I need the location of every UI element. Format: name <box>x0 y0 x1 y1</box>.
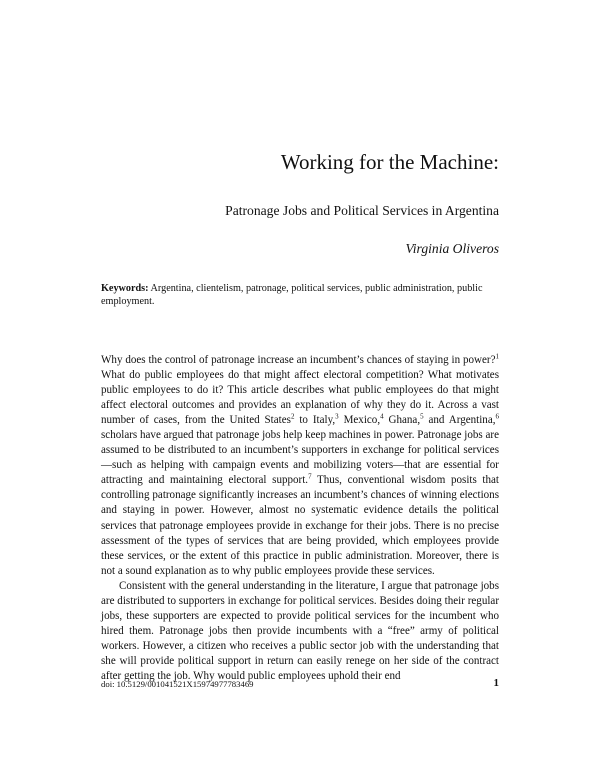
body-text-run: Thus, conventional wisdom posits that controlling patronage significantly increases an incumbent’s chances of winning elections and staying in power. However, almost no systematic evidence details the political services that patronage employees provide in exchange for their jobs. There is no precise assessment of the types of services that are being provided, which employees provide these services, or the extent of this practice in public administration. Moreover, there is not a sound explanation as to why public employees provide these services. <box>101 474 499 577</box>
keywords-label: Keywords: <box>101 283 149 294</box>
footnote-marker[interactable]: 6 <box>495 412 499 421</box>
footnote-marker[interactable]: 3 <box>335 412 339 421</box>
footnote-marker[interactable]: 1 <box>495 352 499 361</box>
article-body <box>101 353 499 684</box>
body-paragraph-1 <box>101 353 499 579</box>
article-subtitle: Patronage Jobs and Political Services in Argentina <box>225 203 499 218</box>
footnote-marker[interactable]: 4 <box>380 412 384 421</box>
keywords-text: Argentina, clientelism, patronage, political services, public administration, public employment. <box>101 283 483 308</box>
article-title: Working for the Machine: <box>280 150 499 174</box>
footnote-marker[interactable]: 2 <box>290 412 295 421</box>
author-name: Virginia Oliveros <box>405 241 499 256</box>
keywords-block <box>101 282 499 309</box>
body-text-run: Why does the control of patronage increase an incumbent’s chances of staying in power? <box>101 354 496 366</box>
body-text-run: to Italy, <box>294 414 336 427</box>
page-number: 1 <box>493 677 499 689</box>
body-text-run: Ghana, <box>383 414 421 427</box>
body-text-run: and Argentina, <box>423 414 496 427</box>
footnote-marker[interactable]: 7 <box>308 472 312 481</box>
body-text-run: Mexico, <box>338 414 381 427</box>
doi-footer: doi: 10.5129/001041521X15974977783469 <box>101 679 254 689</box>
body-text-run: What do public employees do that might affect electoral competition? What motivates public employees to do it? This article describes what public employees do that might affect electoral outcomes and provides an explanation of why they do it. Across a vast number of cases, from the United States <box>101 369 499 427</box>
footnote-marker[interactable]: 5 <box>420 412 424 421</box>
body-text-run: scholars have argued that patronage jobs help keep machines in power. Patronage jobs are assumed to be distributed to an incumbent’s supporters in exchange for political services—such as helping with campaign events and mobilizing voters—that are essential for attracting and maintaining electoral support. <box>101 429 499 487</box>
body-text-run: Consistent with the general understanding in the literature, I argue that patronage jobs are distributed to supporters in exchange for political services. Besides doing their regular jobs, these supporters are expected to provide political services for the incumbent who hired them. Patronage jobs then provide incumbents with a “free” army of political workers. However, a citizen who receives a public sector job with the understanding that she will provide political support in return can easily renege on her side of the contract after getting the job. Why would public employees uphold their end <box>101 579 499 682</box>
body-paragraph-2 <box>101 579 499 684</box>
